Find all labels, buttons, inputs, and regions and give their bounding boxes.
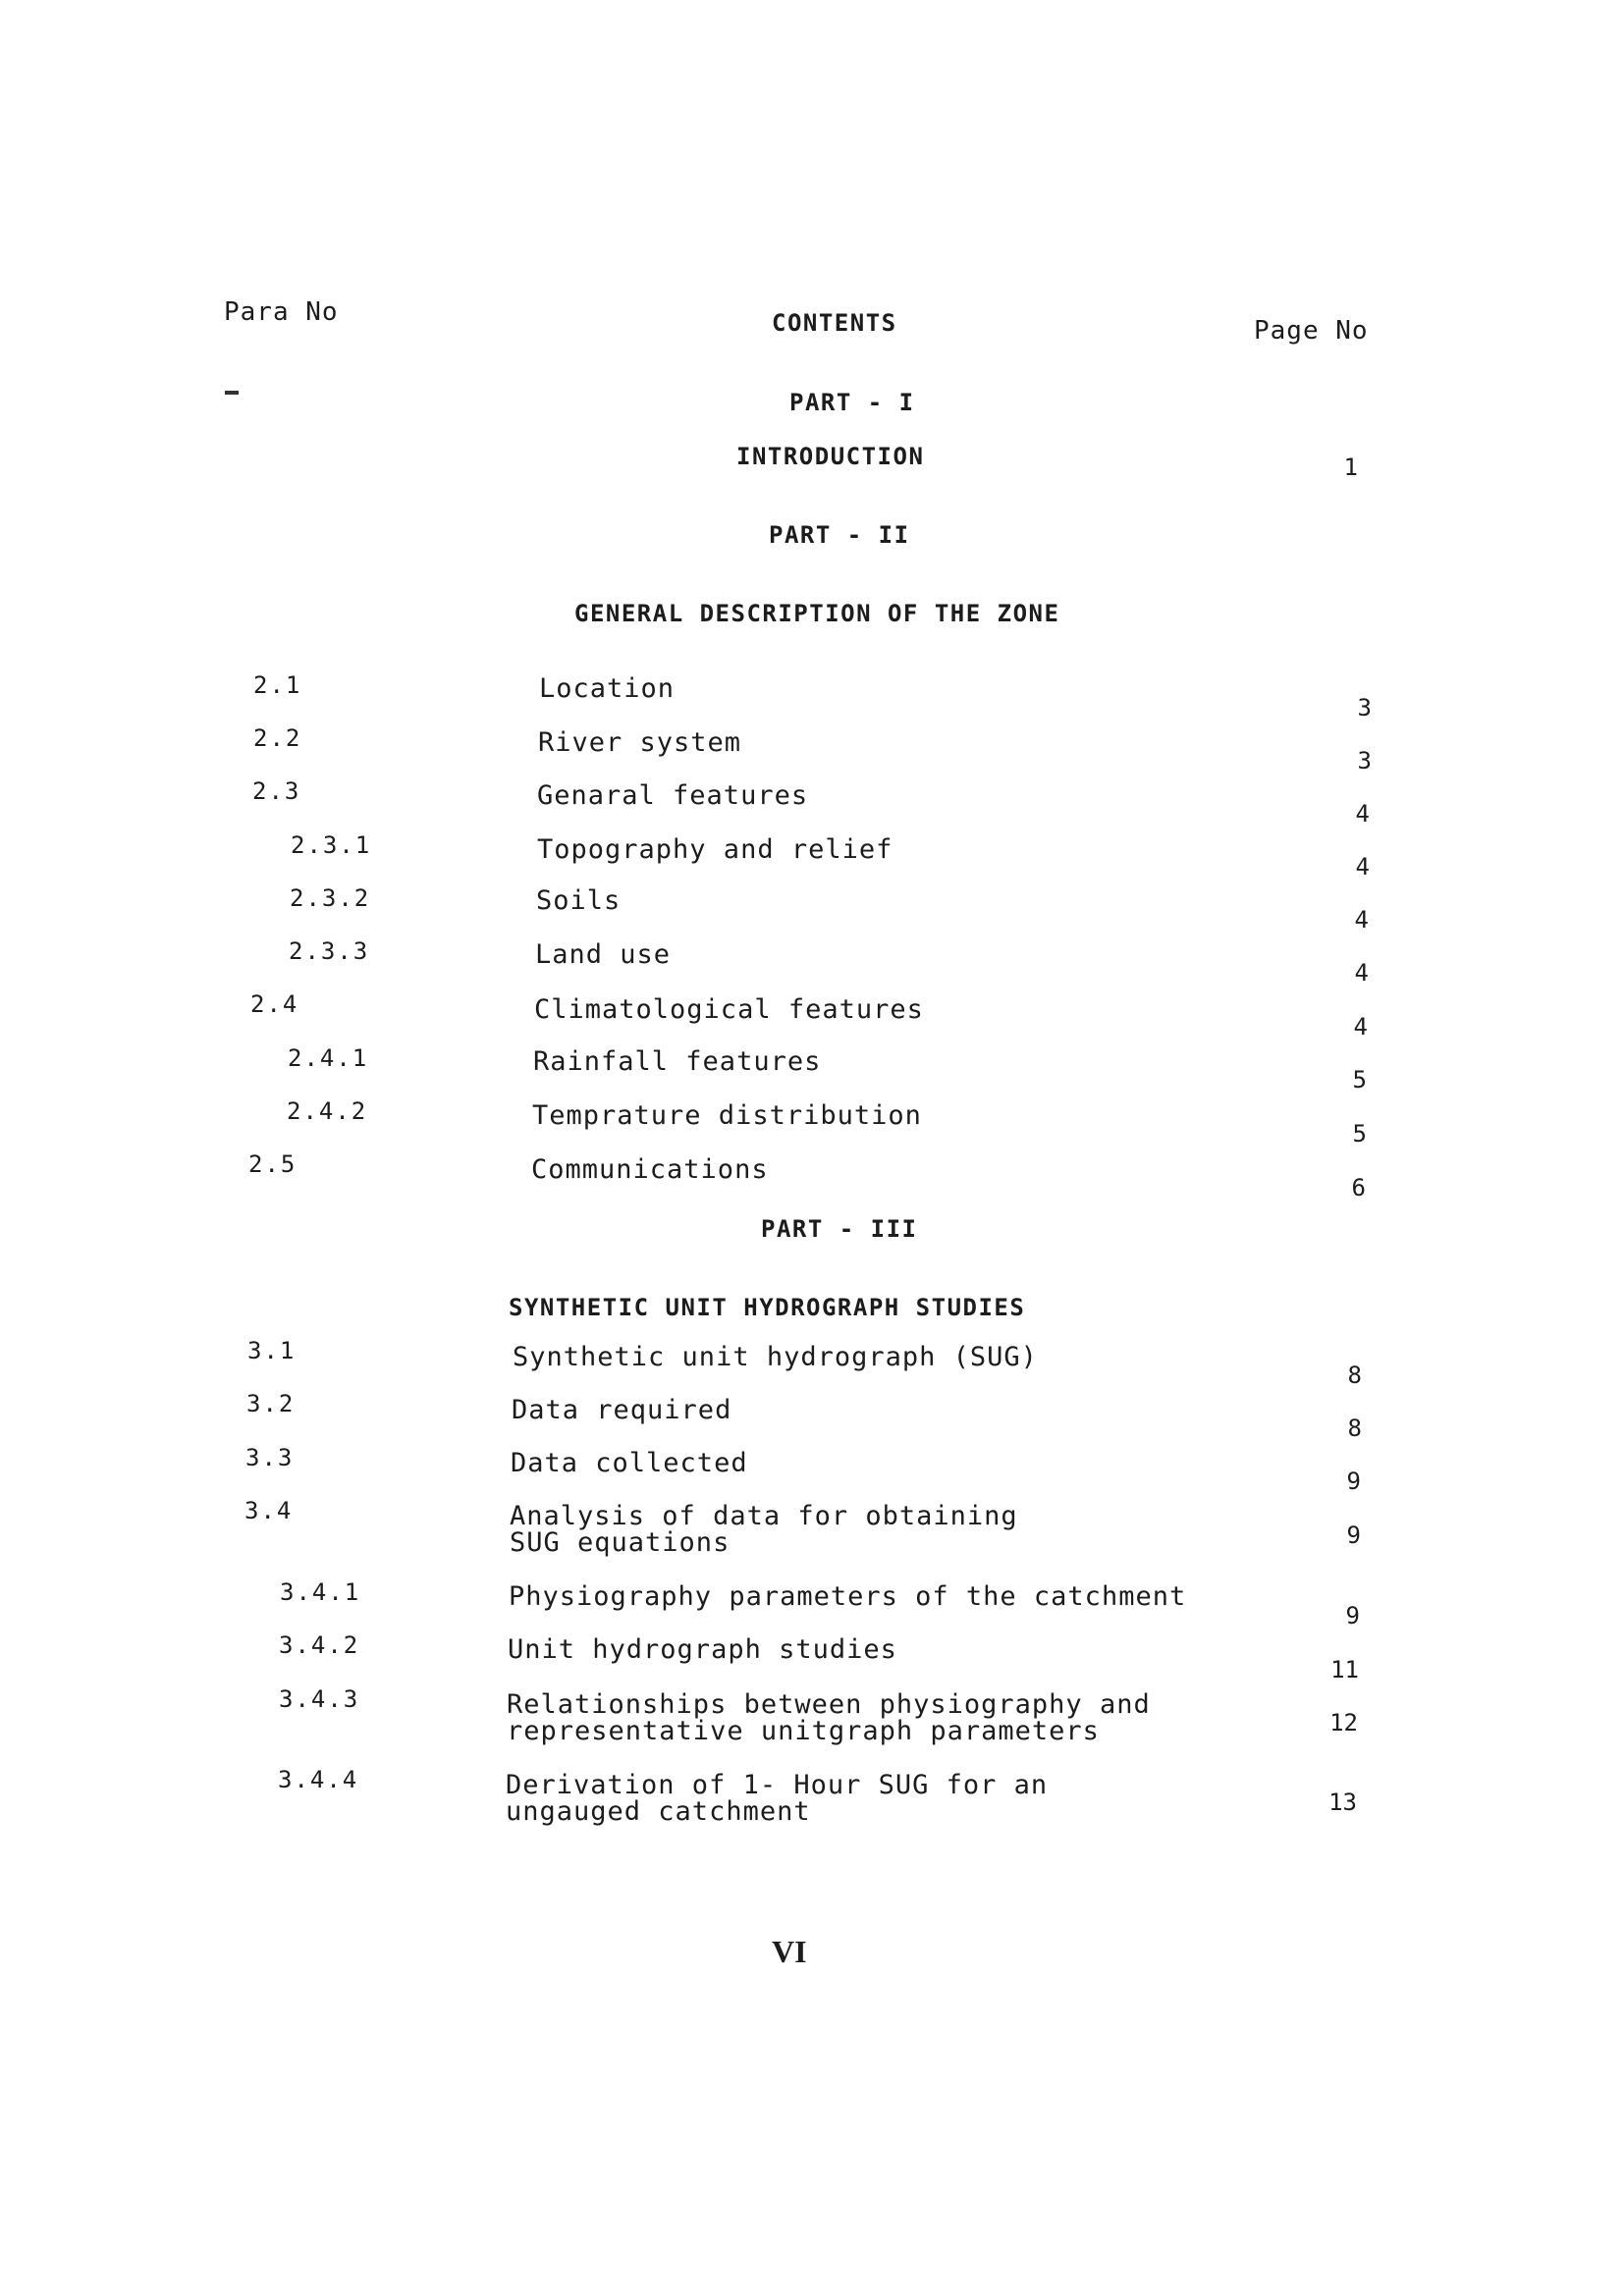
entry-title: Rainfall features	[533, 1046, 822, 1077]
para-number: 2.4	[250, 990, 299, 1018]
part2-heading: PART - II	[769, 521, 910, 549]
para-number: 3.4.2	[279, 1631, 360, 1659]
entry-page: 4	[1354, 906, 1369, 934]
para-number: 2.5	[248, 1150, 298, 1178]
entry-page: 4	[1354, 959, 1369, 987]
entry-title: Communications	[531, 1154, 769, 1185]
entry-page: 3	[1357, 694, 1372, 721]
page-folio: VI	[772, 1934, 807, 1969]
entry-page: 9	[1345, 1602, 1360, 1629]
entry-title: Synthetic unit hydrograph (SUG)	[513, 1342, 1038, 1372]
entry-page: 3	[1357, 747, 1372, 774]
part1-page: 1	[1343, 454, 1358, 481]
part2-title: GENERAL DESCRIPTION OF THE ZONE	[574, 600, 1060, 627]
part3-title: SYNTHETIC UNIT HYDROGRAPH STUDIES	[509, 1294, 1026, 1321]
part1-title: INTRODUCTION	[736, 443, 925, 470]
entry-page: 12	[1329, 1709, 1358, 1736]
entry-page: 8	[1347, 1415, 1362, 1442]
entry-title: Climatological features	[534, 994, 924, 1025]
page-no-header: Page No	[1254, 316, 1369, 346]
entry-title: Temprature distribution	[532, 1100, 922, 1131]
entry-title-line2: representative unitgraph parameters	[507, 1716, 1100, 1746]
entry-title: Topography and relief	[537, 834, 893, 865]
contents-title: CONTENTS	[772, 309, 897, 337]
para-number: 3.1	[247, 1337, 297, 1364]
entry-page: 4	[1355, 853, 1370, 881]
entry-page: 9	[1346, 1522, 1361, 1549]
entry-title: Physiography parameters of the catchment	[509, 1581, 1187, 1612]
entry-title: Data required	[512, 1395, 732, 1425]
para-number: 3.2	[246, 1390, 296, 1417]
entry-title: Soils	[536, 885, 622, 916]
para-number: 3.4.1	[280, 1578, 361, 1606]
para-number: 2.3.3	[289, 937, 370, 965]
entry-title-line2: SUG equations	[510, 1527, 731, 1558]
para-no-header: Para No	[224, 297, 339, 327]
para-number: 2.4.1	[288, 1044, 369, 1072]
para-number: 2.4.2	[287, 1097, 368, 1125]
entry-title: Data collected	[511, 1448, 748, 1478]
entry-title: Analysis of data for obtaining	[510, 1501, 1018, 1531]
para-number: 3.4.4	[278, 1766, 359, 1793]
entry-page: 5	[1352, 1120, 1367, 1148]
para-number: 2.3	[252, 777, 301, 805]
entry-page: 5	[1352, 1066, 1367, 1094]
entry-title: River system	[538, 727, 742, 758]
entry-page: 4	[1353, 1013, 1368, 1041]
entry-page: 8	[1347, 1362, 1362, 1389]
para-number: 3.3	[245, 1444, 295, 1471]
para-number: 2.1	[253, 671, 302, 699]
para-number: 3.4.3	[279, 1685, 360, 1713]
entry-page: 13	[1328, 1789, 1357, 1816]
entry-page: 4	[1355, 800, 1370, 828]
part3-heading: PART - III	[761, 1215, 918, 1243]
entry-title-line2: ungauged catchment	[506, 1796, 811, 1827]
scan-mark	[225, 391, 239, 395]
para-number: 3.4	[244, 1497, 294, 1524]
entry-title: Location	[539, 673, 676, 704]
entry-page: 11	[1330, 1656, 1359, 1683]
entry-title: Land use	[535, 939, 672, 970]
entry-page: 9	[1346, 1468, 1361, 1495]
entry-title: Unit hydrograph studies	[508, 1634, 897, 1665]
para-number: 2.2	[253, 724, 302, 752]
entry-title: Relationships between physiography and	[507, 1689, 1151, 1720]
para-number: 2.3.2	[290, 884, 371, 912]
entry-page: 6	[1351, 1174, 1366, 1201]
entry-title: Genaral features	[537, 780, 809, 811]
part1-heading: PART - I	[789, 389, 915, 416]
para-number: 2.3.1	[291, 831, 372, 859]
entry-title: Derivation of 1- Hour SUG for an	[506, 1770, 1049, 1800]
